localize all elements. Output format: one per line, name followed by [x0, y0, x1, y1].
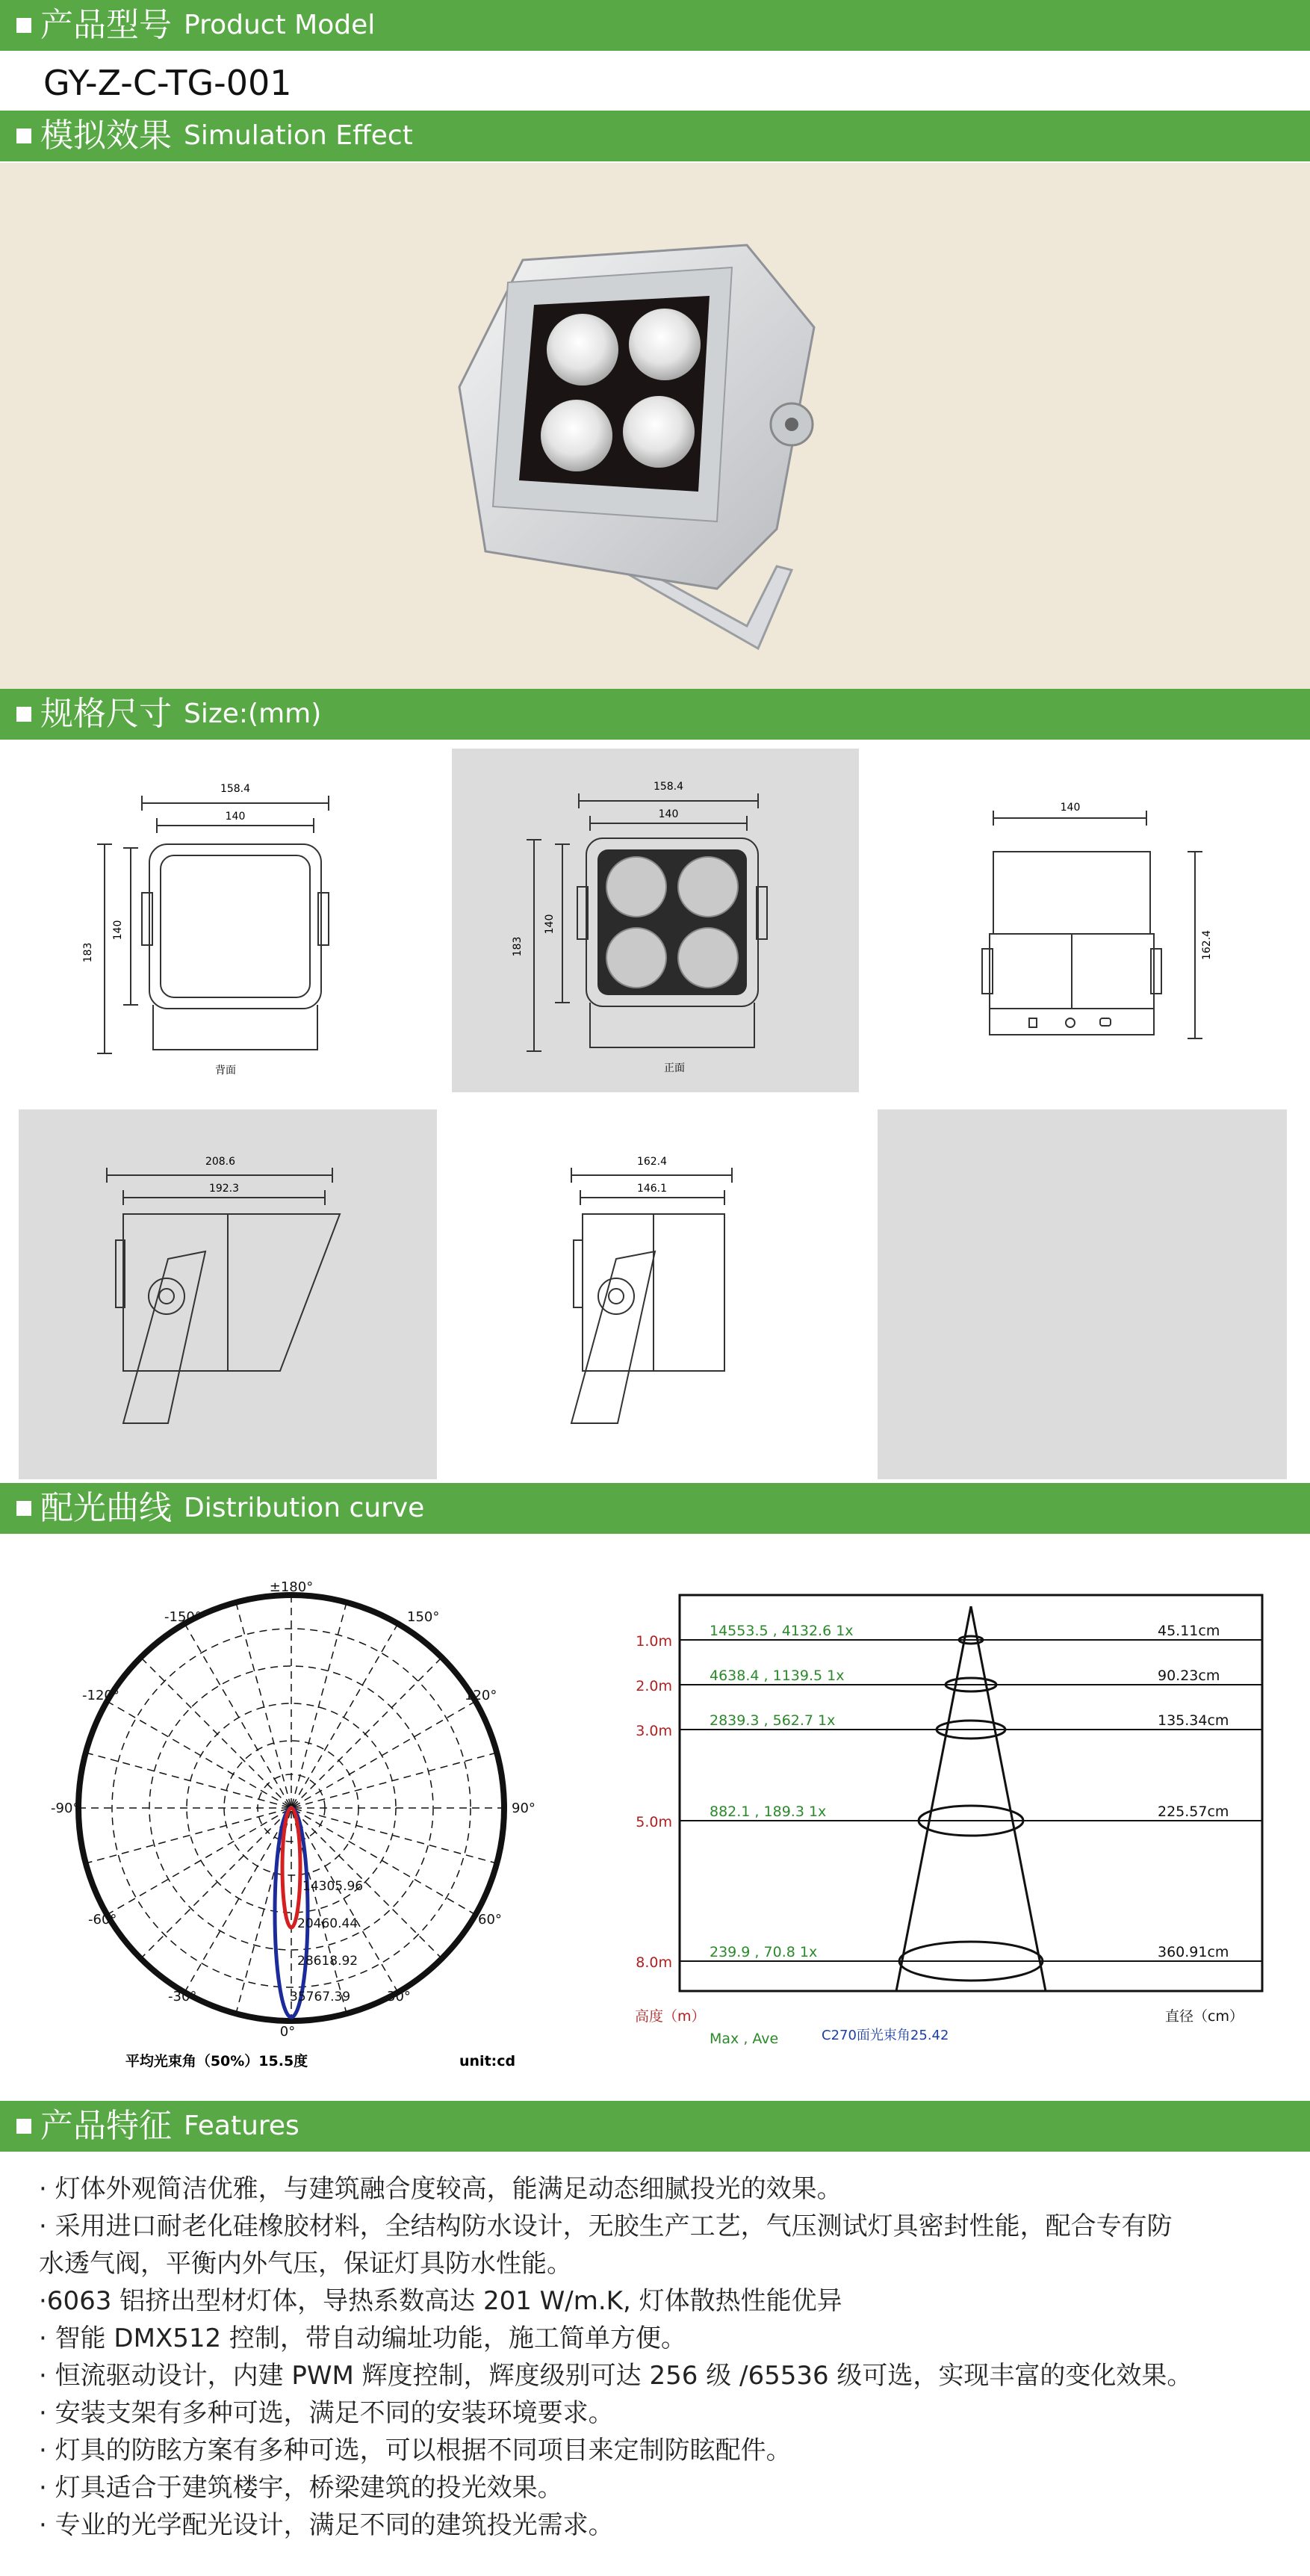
section-header-model: [0, 0, 1310, 51]
floodlight-render-image: [0, 163, 1310, 689]
cone-legend-max: Max , Ave: [710, 2031, 779, 2047]
cone-diameter-label: 直径（cm）: [1165, 2008, 1244, 2025]
dim-label: 140: [658, 808, 679, 820]
illuminance-cone-diagram: [612, 1580, 1292, 2073]
feature-item: · 安装支架有多种可选，满足不同的安装环境要求。: [39, 2398, 614, 2428]
feature-item: 水透气阀，平衡内外气压，保证灯具防水性能。: [39, 2249, 572, 2279]
polar-angle-label: -60°: [88, 1912, 117, 1928]
polar-angle-label: -120°: [82, 1688, 119, 1703]
polar-angle-label: 150°: [407, 1609, 440, 1625]
section-title-en: Simulation Effect: [184, 120, 413, 151]
dim-label: 208.6: [205, 1156, 236, 1168]
dim-label: 162.4: [636, 1156, 668, 1168]
dim-label: 140: [544, 914, 556, 935]
cone-distance: 2.0m: [636, 1678, 672, 1694]
model-number: GY-Z-C-TG-001: [43, 63, 292, 103]
section-title-en: Product Model: [184, 10, 376, 40]
cone-legend-c270: C270面光束角25.42: [822, 2028, 949, 2043]
dim-label: 140: [1060, 802, 1081, 814]
drawing-side-view-1: [19, 1109, 437, 1479]
cone-distance: 8.0m: [636, 1954, 672, 1971]
polar-distribution-chart: [30, 1576, 568, 2077]
polar-angle-label: -90°: [51, 1801, 80, 1816]
polar-ring-label: 14305.96: [302, 1879, 364, 1894]
feature-item: · 灯体外观简洁优雅，与建筑融合度较高，能满足动态细腻投光的效果。: [39, 2174, 842, 2204]
dim-label: 140: [112, 920, 124, 941]
cone-distance: 3.0m: [636, 1723, 672, 1739]
polar-angle-label: 60°: [478, 1912, 502, 1928]
section-header-features: [0, 2101, 1310, 2152]
section-title-en: Distribution curve: [184, 1493, 425, 1523]
section-title-en: Features: [184, 2111, 299, 2141]
feature-item: · 专业的光学配光设计，满足不同的建筑投光需求。: [39, 2510, 614, 2540]
polar-ring-label: 20460.44: [297, 1916, 358, 1931]
drawing-top-view: [878, 751, 1281, 1095]
feature-item: · 采用进口耐老化硅橡胶材料，全结构防水设计，无胶生产工艺，气压测试灯具密封性能，配合专有防: [39, 2211, 1173, 2241]
polar-angle-label: -150°: [164, 1609, 202, 1625]
cone-diameter: 360.91cm: [1158, 1944, 1229, 1960]
features-list: [39, 2170, 1279, 2544]
section-header-size: [0, 689, 1310, 740]
feature-item: · 灯具的防眩方案有多种可选，可以根据不同项目来定制防眩配件。: [39, 2436, 792, 2465]
dim-label: 140: [225, 811, 246, 823]
bullet-square-icon: [16, 2119, 31, 2134]
feature-item: ·6063 铝挤出型材灯体，导热系数高达 201 W/m.K, 灯体散热性能优异: [39, 2286, 842, 2316]
simulation-panel: [0, 163, 1310, 689]
view-label: 正面: [664, 1062, 685, 1074]
cone-diameter: 45.11cm: [1158, 1623, 1220, 1639]
drawing-back-view: [30, 751, 433, 1095]
feature-item: · 恒流驱动设计，内建 PWM 辉度控制，辉度级别可达 256 级 /65536 级可选，实现丰富的变化效果。: [39, 2361, 1193, 2391]
polar-unit: unit:cd: [459, 2053, 516, 2069]
polar-angle-label: 90°: [512, 1801, 536, 1816]
dim-label: 183: [512, 936, 524, 957]
bullet-square-icon: [16, 707, 31, 722]
cone-distance: 1.0m: [636, 1633, 672, 1650]
section-title-cn: 产品型号: [40, 6, 172, 44]
drawing-empty-panel: [878, 1109, 1287, 1479]
drawing-side-view-2: [452, 1109, 859, 1479]
feature-item: · 灯具适合于建筑楼宇，桥梁建筑的投光效果。: [39, 2473, 563, 2503]
section-header-distribution: [0, 1483, 1310, 1534]
cone-diameter: 90.23cm: [1158, 1668, 1220, 1684]
polar-angle-label: 120°: [465, 1688, 497, 1703]
cone-values: 4638.4 , 1139.5 1x: [710, 1668, 845, 1684]
cone-diameter: 225.57cm: [1158, 1803, 1229, 1820]
dim-label: 158.4: [653, 781, 684, 793]
cone-values: 2839.3 , 562.7 1x: [710, 1712, 836, 1729]
cone-diameter: 135.34cm: [1158, 1712, 1229, 1729]
section-header-simulation: [0, 111, 1310, 161]
cone-values: 14553.5 , 4132.6 1x: [710, 1623, 854, 1639]
section-title-cn: 规格尺寸: [40, 695, 172, 733]
section-title-cn: 产品特征: [40, 2107, 172, 2145]
cone-distance: 5.0m: [636, 1814, 672, 1830]
cone-values: 239.9 , 70.8 1x: [710, 1944, 818, 1960]
polar-angle-label: ±180°: [269, 1579, 314, 1595]
section-title-en: Size:(mm): [184, 699, 322, 729]
dim-label: 158.4: [220, 783, 251, 795]
polar-ring-label: 35767.39: [290, 1990, 351, 2004]
cone-values: 882.1 , 189.3 1x: [710, 1803, 827, 1820]
bullet-square-icon: [16, 1501, 31, 1516]
polar-angle-label: -30°: [168, 1989, 197, 2004]
dim-label: 162.4: [1201, 929, 1213, 961]
polar-caption: 平均光束角（50%）15.5度: [125, 2053, 308, 2069]
section-title-cn: 模拟效果: [40, 117, 172, 155]
dim-label: 192.3: [208, 1183, 240, 1195]
feature-item: · 智能 DMX512 控制，带自动编址功能，施工简单方便。: [39, 2323, 686, 2353]
drawing-front-view: [452, 749, 859, 1092]
dim-label: 183: [82, 942, 94, 963]
polar-angle-label: 30°: [387, 1989, 411, 2004]
bullet-square-icon: [16, 129, 31, 143]
bullet-square-icon: [16, 18, 31, 33]
cone-height-label: 高度（m）: [635, 2008, 706, 2025]
polar-ring-label: 28618.92: [297, 1954, 358, 1969]
polar-angle-label: 0°: [279, 2024, 296, 2040]
view-label: 背面: [215, 1065, 236, 1077]
section-title-cn: 配光曲线: [40, 1489, 172, 1527]
dim-label: 146.1: [636, 1183, 668, 1195]
